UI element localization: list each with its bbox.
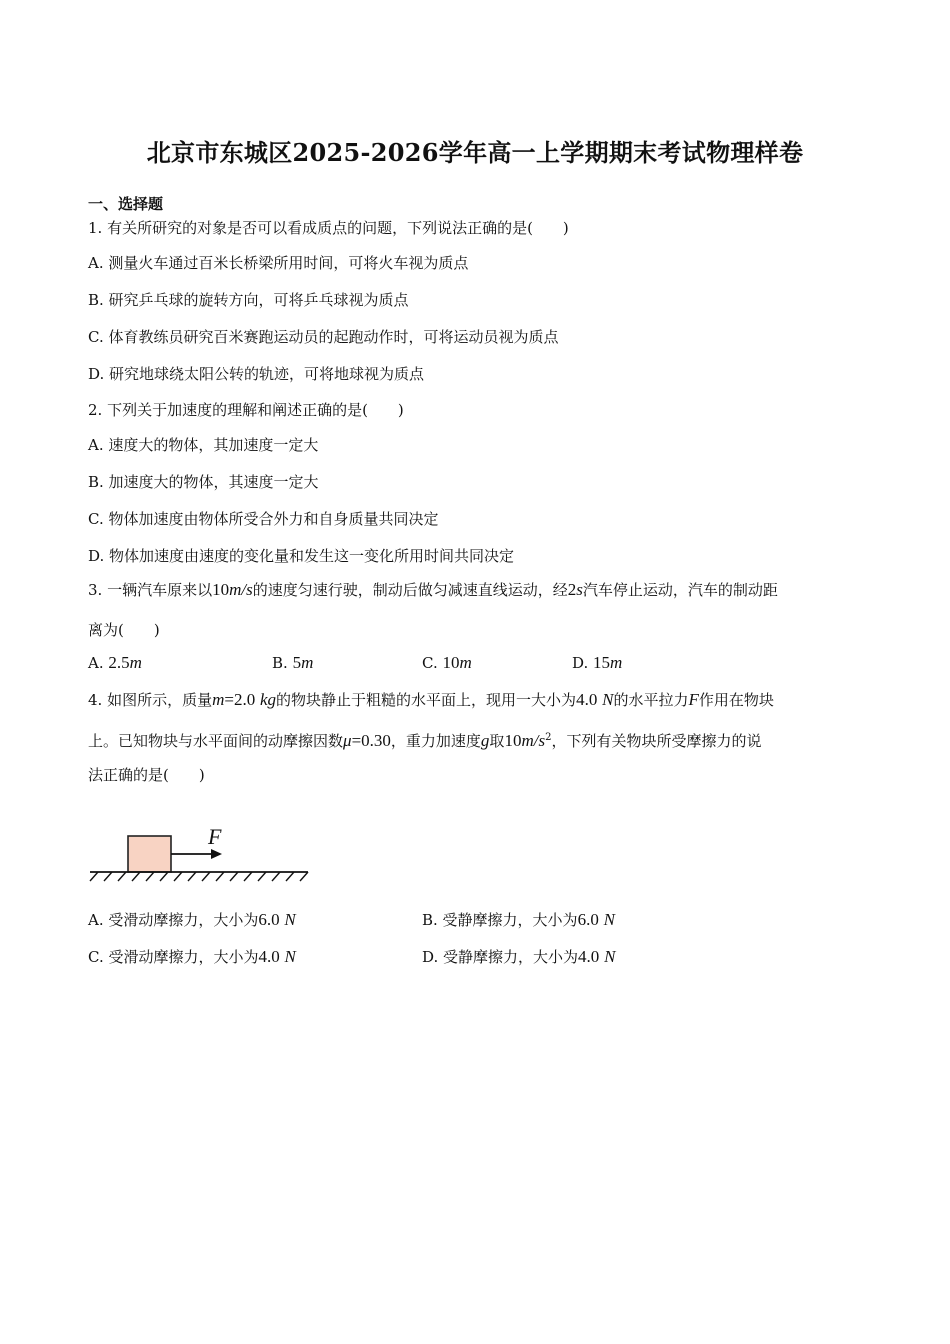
q3-text-3: 汽车停止运动，汽车的制动距	[582, 581, 778, 599]
q4-text-6: ，重力加速度	[390, 732, 481, 750]
q3-a-label: A.	[88, 654, 104, 672]
q1-option-a: A. 测量火车通过百米长桥梁所用时间，可将火车视为质点	[88, 254, 469, 272]
q4-c-value: 4.0	[258, 947, 280, 966]
q3-a-unit: m	[129, 653, 142, 672]
q4-mass-symbol: m	[212, 690, 225, 709]
q4-force-value: 4.0	[576, 690, 598, 709]
q1-option-d: D. 研究地球绕太阳公转的轨迹，可将地球视为质点	[88, 365, 425, 383]
q2-stem: 2. 下列关于加速度的理解和阐述正确的是( )	[88, 401, 404, 419]
q4-g-symbol: g	[480, 731, 490, 750]
q1-option-b: B. 研究乒乓球的旋转方向，可将乒乓球视为质点	[88, 291, 409, 309]
q4-stem-line3: 法正确的是( )	[88, 766, 205, 784]
q4-g-exponent: 2	[545, 732, 552, 743]
q4-option-b	[422, 910, 615, 930]
q3-a-value: 2.5	[108, 653, 130, 672]
q4-b-text: B. 受静摩擦力，大小为	[422, 911, 578, 929]
q4-text-5: 上。已知物块与水平面间的动摩擦因数	[88, 732, 344, 750]
q2-option-c: C. 物体加速度由物体所受合外力和自身质量共同决定	[88, 510, 439, 528]
force-label: F	[208, 824, 222, 849]
q3-b-value: 5	[292, 653, 302, 672]
q4-text-2: 的物块静止于粗糙的水平面上，现用一大小为	[276, 691, 577, 709]
q4-text-7: 取	[489, 732, 505, 750]
q4-a-unit: N	[284, 910, 296, 929]
q4-option-c	[88, 947, 296, 967]
q3-c-label: C.	[422, 654, 438, 672]
q2-option-b: B. 加速度大的物体，其速度一定大	[88, 473, 319, 491]
section-heading: 一、选择题	[88, 195, 164, 213]
q3-stem-line2: 离为( )	[88, 621, 160, 639]
force-arrow-head	[211, 849, 222, 859]
q3-speed-unit: m/s	[229, 580, 253, 599]
q3-c-value: 10	[442, 653, 460, 672]
q4-d-unit: N	[604, 947, 616, 966]
q3-time-value: 2	[567, 580, 577, 599]
q4-g-unit: m/s	[521, 731, 546, 750]
q4-text-3: 的水平拉力	[613, 691, 689, 709]
q4-d-text: D. 受静摩擦力，大小为	[422, 948, 579, 966]
q4-c-text: C. 受滑动摩擦力，大小为	[88, 948, 259, 966]
q3-text-1: 3. 一辆汽车原来以	[88, 581, 213, 599]
q3-c-unit: m	[459, 653, 472, 672]
q4-b-value: 6.0	[577, 910, 599, 929]
q4-mass-unit: kg	[260, 690, 277, 709]
block-force-diagram	[88, 822, 318, 886]
q3-time-unit: s	[576, 580, 583, 599]
q4-option-d	[422, 947, 615, 967]
q4-text-1: 4. 如图所示，质量	[88, 691, 213, 709]
q4-b-unit: N	[603, 910, 615, 929]
q4-text-4: 作用在物块	[698, 691, 774, 709]
q1-option-c: C. 体育教练员研究百米赛跑运动员的起跑动作时，可将运动员视为质点	[88, 328, 559, 346]
ground-hatching	[90, 872, 308, 881]
q4-stem-line2	[88, 728, 761, 751]
q3-option-c	[422, 653, 472, 673]
q4-mass-value: =2.0	[224, 690, 256, 709]
q3-d-unit: m	[610, 653, 623, 672]
q3-b-label: B.	[272, 654, 288, 672]
q4-g-value: 10	[504, 731, 522, 750]
q3-option-a	[88, 653, 142, 673]
q4-c-unit: N	[284, 947, 296, 966]
q1-stem: 1. 有关所研究的对象是否可以看成质点的问题，下列说法正确的是( )	[88, 219, 569, 237]
q4-mu-value: =0.30	[351, 731, 391, 750]
q3-option-d	[572, 653, 622, 673]
q3-d-label: D.	[572, 654, 589, 672]
q4-force-symbol: F	[688, 690, 699, 709]
q4-d-value: 4.0	[578, 947, 600, 966]
block-shape	[128, 836, 171, 872]
q4-option-a	[88, 910, 296, 930]
q3-text-2: 的速度匀速行驶，制动后做匀减速直线运动，经	[252, 581, 568, 599]
q3-option-b	[272, 653, 313, 673]
page-title: 北京市东城区2025-2026学年高一上学期期末考试物理样卷	[146, 138, 804, 167]
q4-mu-symbol: μ	[343, 731, 352, 750]
q4-a-text: A. 受滑动摩擦力，大小为	[88, 911, 259, 929]
q3-speed-value: 10	[212, 580, 230, 599]
q3-b-unit: m	[301, 653, 314, 672]
q3-d-value: 15	[593, 653, 611, 672]
q2-option-d: D. 物体加速度由速度的变化量和发生这一变化所用时间共同决定	[88, 547, 515, 565]
q4-a-value: 6.0	[258, 910, 280, 929]
q3-stem-line1	[88, 580, 778, 600]
q2-option-a: A. 速度大的物体，其加速度一定大	[88, 436, 319, 454]
q4-text-8: ，下列有关物块所受摩擦力的说	[551, 732, 762, 750]
q4-force-unit: N	[602, 690, 614, 709]
q4-stem-line1	[88, 690, 774, 710]
